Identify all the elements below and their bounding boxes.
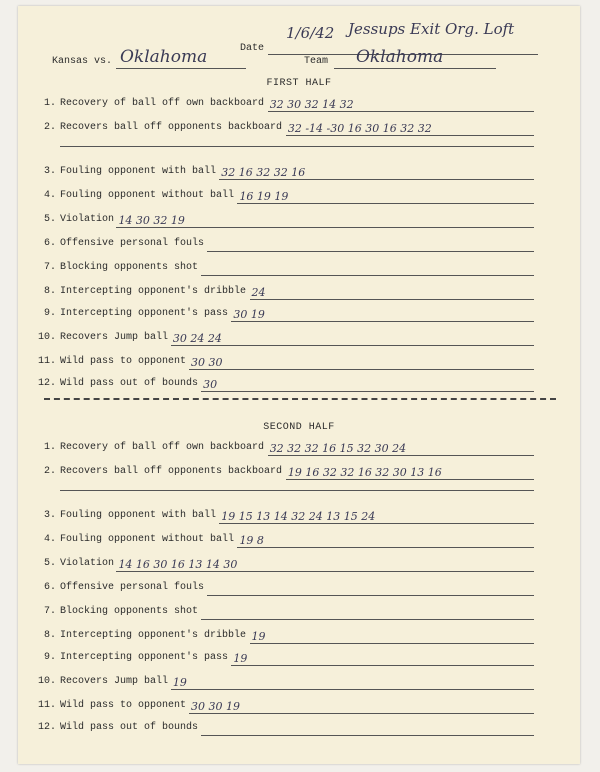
row-number: 12. xyxy=(37,378,56,389)
opponent-value: Oklahoma xyxy=(120,47,208,67)
row-label: Intercepting opponent's pass xyxy=(60,308,229,319)
second-half-row-5 xyxy=(34,558,534,574)
row-label: Violation xyxy=(60,214,115,225)
second-half-row-3 xyxy=(34,510,534,526)
handwritten-tally: 30 24 24 xyxy=(172,332,222,345)
row-label: Offensive personal fouls xyxy=(60,238,205,249)
row-number: 10. xyxy=(37,332,56,343)
row-number: 1. xyxy=(43,442,56,453)
first-half-row-12 xyxy=(34,378,534,394)
row-number: 7. xyxy=(43,262,56,273)
handwritten-tally: 19 xyxy=(233,652,248,665)
row-label: Violation xyxy=(60,558,115,569)
row-number: 9. xyxy=(43,308,56,319)
first-half-row-7 xyxy=(34,262,534,278)
row-number: 12. xyxy=(37,722,56,733)
handwritten-tally: 32 32 32 16 15 32 30 24 xyxy=(269,442,407,455)
fill-line xyxy=(237,203,534,204)
fill-line xyxy=(219,179,534,180)
handwritten-tally: 30 xyxy=(203,378,218,391)
handwritten-tally: 19 15 13 14 32 24 13 15 24 xyxy=(221,510,376,523)
fill-line xyxy=(201,619,534,620)
row-number: 11. xyxy=(37,356,56,367)
fill-line xyxy=(171,345,534,346)
fill-line xyxy=(207,595,534,596)
second-half-row-8 xyxy=(34,630,534,646)
first-half-row-6 xyxy=(34,238,534,254)
fill-line xyxy=(231,321,534,322)
row-label: Wild pass to opponent xyxy=(60,356,187,367)
row-label: Wild pass to opponent xyxy=(60,700,187,711)
fill-line xyxy=(116,227,534,228)
second-half-row-2 xyxy=(34,466,534,482)
row-number: 1. xyxy=(43,98,56,109)
row-label: Recovery of ball off own backboard xyxy=(60,98,265,109)
scoresheet-page xyxy=(18,6,580,764)
second-half-row-12 xyxy=(34,722,534,738)
row-number: 3. xyxy=(43,510,56,521)
second-half-row-6 xyxy=(34,582,534,598)
row-label: Fouling opponent without ball xyxy=(60,190,235,201)
first-half-row-1 xyxy=(34,98,534,114)
row-number: 6. xyxy=(43,582,56,593)
handwritten-tally: 30 30 xyxy=(191,356,223,369)
team-line xyxy=(334,68,496,69)
row-label: Intercepting opponent's dribble xyxy=(60,630,247,641)
row-label: Wild pass out of bounds xyxy=(60,722,199,733)
second-half-row-1 xyxy=(34,442,534,458)
second-half-row-10 xyxy=(34,676,534,692)
kansas-vs-label: Kansas vs. xyxy=(52,56,113,67)
first-half-row-5 xyxy=(34,214,534,230)
fill-line xyxy=(231,665,534,666)
fill-line xyxy=(268,455,534,456)
row-label: Recovery of ball off own backboard xyxy=(60,442,265,453)
row-label: Recovers Jump ball xyxy=(60,332,169,343)
date-value: 1/6/42 xyxy=(286,24,335,42)
handwritten-tally: 14 30 32 19 xyxy=(118,214,185,227)
row-label: Intercepting opponent's dribble xyxy=(60,286,247,297)
handwritten-tally: 19 xyxy=(251,630,266,643)
date-label: Date xyxy=(240,43,265,54)
fill-line xyxy=(171,689,534,690)
team-value: Oklahoma xyxy=(356,47,444,67)
row-label: Blocking opponents shot xyxy=(60,262,199,273)
fill-line xyxy=(207,251,534,252)
row-number: 9. xyxy=(43,652,56,663)
row-number: 8. xyxy=(43,630,56,641)
first-half-row-11 xyxy=(34,356,534,372)
fill-line xyxy=(219,523,534,524)
first-half-row-2 xyxy=(34,122,534,138)
second-half-item2-continuation-line xyxy=(60,490,534,491)
first-half-row-8 xyxy=(34,286,534,302)
fill-line xyxy=(189,369,534,370)
second-half-row-7 xyxy=(34,606,534,622)
row-label: Fouling opponent with ball xyxy=(60,166,217,177)
row-number: 7. xyxy=(43,606,56,617)
row-number: 4. xyxy=(43,190,56,201)
team-label: Team xyxy=(304,56,329,67)
row-label: Wild pass out of bounds xyxy=(60,378,199,389)
row-number: 10. xyxy=(37,676,56,687)
handwritten-tally: 30 19 xyxy=(233,308,265,321)
opponent-line xyxy=(116,68,246,69)
first-half-title: FIRST HALF xyxy=(266,78,332,89)
row-number: 2. xyxy=(43,122,56,133)
second-half-row-9 xyxy=(34,652,534,668)
fill-line xyxy=(286,479,534,480)
fill-line xyxy=(237,547,534,548)
row-number: 8. xyxy=(43,286,56,297)
fill-line xyxy=(250,643,534,644)
handwritten-tally: 16 19 19 xyxy=(239,190,289,203)
first-half-row-9 xyxy=(34,308,534,324)
row-label: Fouling opponent with ball xyxy=(60,510,217,521)
handwritten-tally: 24 xyxy=(251,286,266,299)
handwritten-tally: 32 -14 -30 16 30 16 32 32 xyxy=(287,122,432,135)
row-label: Fouling opponent without ball xyxy=(60,534,235,545)
handwritten-tally: 14 16 30 16 13 14 30 xyxy=(118,558,238,571)
half-divider xyxy=(44,398,556,400)
second-half-row-4 xyxy=(34,534,534,550)
handwritten-tally: 30 30 19 xyxy=(191,700,241,713)
row-label: Intercepting opponent's pass xyxy=(60,652,229,663)
row-label: Recovers ball off opponents backboard xyxy=(60,466,283,477)
first-half-row-4 xyxy=(34,190,534,206)
second-half-title: SECOND HALF xyxy=(263,422,335,433)
fill-line xyxy=(116,571,534,572)
second-half-row-11 xyxy=(34,700,534,716)
row-number: 4. xyxy=(43,534,56,545)
location-note: Jessups Exit Org. Loft xyxy=(348,20,515,38)
row-number: 2. xyxy=(43,466,56,477)
row-number: 11. xyxy=(37,700,56,711)
fill-line xyxy=(201,391,534,392)
fill-line xyxy=(286,135,534,136)
row-number: 3. xyxy=(43,166,56,177)
first-half-item2-continuation-line xyxy=(60,146,534,147)
row-number: 5. xyxy=(43,558,56,569)
fill-line xyxy=(201,275,534,276)
handwritten-tally: 19 xyxy=(172,676,187,689)
fill-line xyxy=(250,299,534,300)
handwritten-tally: 32 30 32 14 32 xyxy=(269,98,354,111)
row-number: 6. xyxy=(43,238,56,249)
row-number: 5. xyxy=(43,214,56,225)
first-half-row-10 xyxy=(34,332,534,348)
first-half-row-3 xyxy=(34,166,534,182)
handwritten-tally: 32 16 32 32 16 xyxy=(221,166,306,179)
fill-line xyxy=(201,735,534,736)
row-label: Blocking opponents shot xyxy=(60,606,199,617)
fill-line xyxy=(189,713,534,714)
row-label: Offensive personal fouls xyxy=(60,582,205,593)
handwritten-tally: 19 8 xyxy=(239,534,264,547)
fill-line xyxy=(268,111,534,112)
row-label: Recovers Jump ball xyxy=(60,676,169,687)
handwritten-tally: 19 16 32 32 16 32 30 13 16 xyxy=(287,466,442,479)
row-label: Recovers ball off opponents backboard xyxy=(60,122,283,133)
